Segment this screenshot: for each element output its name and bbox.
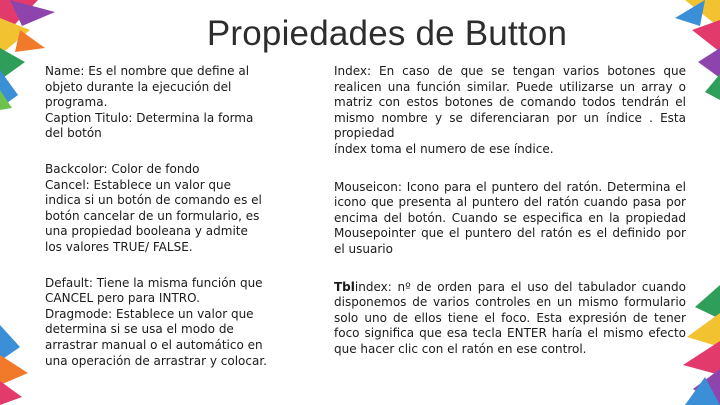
tabindex-description: : nº de orden para el uso del tabulador cuando disponemos de varios controles en un mismo formulario solo uno de ellos tiene el foco. Esta expresión de tener foco significa que esa tecla ENTER haría el mismo efecto que hacer clic con el ratón en ese control. bbox=[334, 279, 686, 356]
default-property bbox=[45, 276, 267, 307]
default-property-block bbox=[45, 276, 267, 370]
cancel-property: Cancel: Establece un valor que indica si un botón de comando es el botón cancelar de un formulario, es una propiedad booleana y admite los valores TRUE/ FALSE. bbox=[45, 177, 262, 254]
caption-property: Caption Titulo: Determina la forma del botón bbox=[45, 110, 254, 141]
right-column bbox=[334, 64, 686, 378]
mouseicon-property bbox=[334, 180, 686, 258]
left-column bbox=[45, 64, 267, 389]
decorative-shards-bottom-left bbox=[0, 325, 35, 405]
dragmode-property: Dragmode: Establece un valor que determina si se usa el modo de arrastrar manual o el automático en una operación de arrastrar y colocar. bbox=[45, 306, 267, 368]
backcolor-property-block bbox=[45, 162, 267, 256]
mouseicon-term: Mouseicon bbox=[334, 179, 398, 194]
index-note: índex toma el numero de ese índice. bbox=[334, 141, 554, 156]
tabindex-property-block bbox=[334, 280, 686, 358]
tabindex-term-rest: index bbox=[354, 279, 388, 294]
backcolor-property bbox=[45, 162, 267, 178]
mouseicon-description: : Icono para el puntero del ratón. Determina el icono que presenta al puntero del ratón cuando pasa por encima del botón. Cuando se especifica en la propiedad Mousepointer que el puntero del ratón es el definido por el usuario bbox=[334, 179, 686, 256]
tabindex-property bbox=[334, 280, 686, 358]
name-property bbox=[45, 64, 267, 111]
name-property-block bbox=[45, 64, 267, 142]
default-description: : Tiene la misma función que CANCEL pero para INTRO. bbox=[45, 275, 263, 306]
tabindex-term-bold: Tbl bbox=[334, 279, 355, 294]
slide-title: Propiedades de Button bbox=[206, 14, 568, 53]
backcolor-term: Backcolor bbox=[45, 161, 104, 176]
default-term: Default bbox=[45, 275, 89, 290]
backcolor-description: : Color de fondo bbox=[103, 161, 200, 176]
name-description: : Es el nombre que define al objeto durante la ejecución del programa. bbox=[45, 64, 250, 110]
index-property bbox=[334, 64, 686, 142]
index-description: : En caso de que se tengan varios botones que realicen una función similar. Puede utilizarse un array o matriz con estos botones de comando todos tendrán el mismo nombre y se diferenciaran por un índice . Esta propiedad bbox=[334, 64, 686, 141]
name-term: Name bbox=[45, 64, 81, 78]
mouseicon-property-block bbox=[334, 180, 686, 258]
index-property-block bbox=[334, 64, 686, 158]
index-term: Index bbox=[334, 64, 368, 78]
